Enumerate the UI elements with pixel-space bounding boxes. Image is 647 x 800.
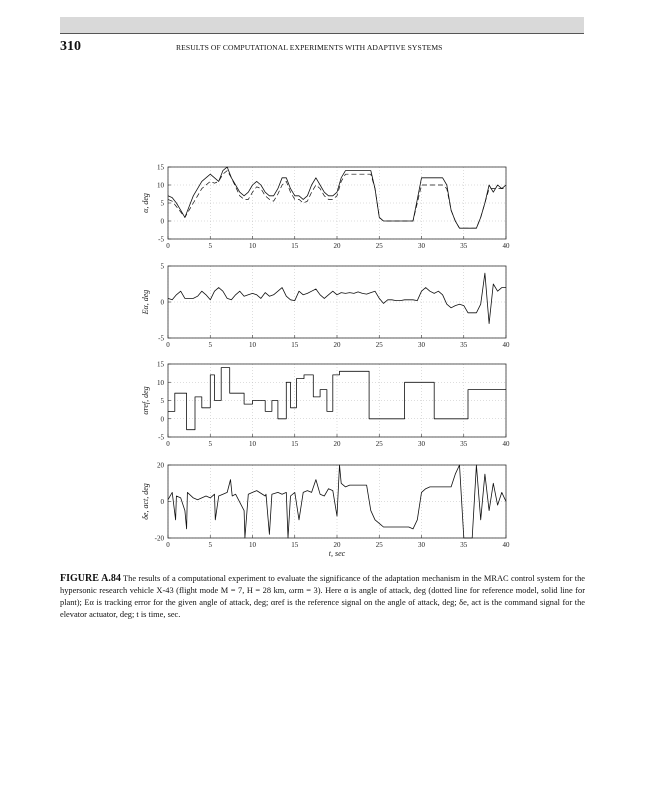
x-tick-label: 5 bbox=[208, 242, 212, 250]
x-tick-label: 0 bbox=[166, 242, 170, 250]
x-tick-label: 40 bbox=[502, 242, 510, 250]
page-number: 310 bbox=[60, 39, 81, 54]
y-axis-label: Eα, deg bbox=[141, 289, 150, 315]
y-tick-label: -20 bbox=[154, 534, 164, 543]
x-tick-label: 15 bbox=[291, 242, 299, 250]
plant-line bbox=[168, 273, 506, 323]
y-tick-label: 10 bbox=[157, 378, 164, 387]
y-tick-label: 15 bbox=[157, 163, 164, 172]
x-tick-label: 5 bbox=[208, 341, 212, 349]
x-tick-label: 0 bbox=[166, 440, 170, 448]
x-tick-label: 20 bbox=[333, 242, 341, 250]
y-tick-label: 0 bbox=[160, 217, 164, 226]
x-tick-label: 30 bbox=[418, 440, 425, 448]
x-axis-label: t, sec bbox=[328, 549, 346, 558]
x-tick-label: 15 bbox=[291, 541, 299, 549]
figure-label: FIGURE A.84 bbox=[60, 573, 121, 584]
x-tick-label: 10 bbox=[249, 541, 256, 549]
x-tick-label: 35 bbox=[460, 440, 468, 448]
running-head: RESULTS OF COMPUTATIONAL EXPERIMENTS WITH ADAPTIVE SYSTEMS bbox=[176, 43, 443, 52]
y-tick-label: 0 bbox=[160, 415, 164, 424]
x-tick-label: 20 bbox=[333, 541, 341, 549]
x-tick-label: 15 bbox=[291, 341, 299, 349]
y-tick-label: 0 bbox=[160, 498, 164, 506]
x-tick-label: 30 bbox=[418, 341, 425, 349]
x-tick-label: 40 bbox=[502, 440, 510, 448]
x-tick-label: 5 bbox=[208, 440, 212, 448]
x-tick-label: 25 bbox=[375, 541, 383, 549]
x-tick-label: 20 bbox=[333, 440, 341, 448]
x-tick-label: 5 bbox=[208, 541, 212, 549]
y-tick-label: 5 bbox=[160, 397, 164, 405]
x-tick-label: 10 bbox=[249, 242, 256, 250]
x-tick-label: 25 bbox=[375, 440, 383, 448]
x-tick-label: 25 bbox=[375, 341, 383, 349]
y-tick-label: 5 bbox=[160, 262, 164, 271]
y-axis-label: α, deg bbox=[141, 193, 150, 213]
y-tick-label: 0 bbox=[160, 298, 164, 307]
x-tick-label: 30 bbox=[418, 541, 425, 549]
y-tick-label: 20 bbox=[157, 461, 164, 470]
x-tick-label: 35 bbox=[460, 341, 468, 349]
y-tick-label: -5 bbox=[158, 433, 164, 442]
y-tick-label: 10 bbox=[157, 181, 164, 190]
y-tick-label: 5 bbox=[160, 199, 164, 208]
y-tick-label: -5 bbox=[158, 235, 164, 244]
y-tick-label: 15 bbox=[157, 360, 164, 369]
x-tick-label: 35 bbox=[460, 242, 468, 250]
caption-text: The results of a computational experiment to evaluate the significance of the adaptation mechanism in the MRAC control system for the hypersonic research vehicle X-43 (flight mode M = 7, H = 28 km, ωrm = 3). Here α is angle of attack, deg (dotted line for reference model, solid line for plant); Eα is tracking error for the given angle of attack, deg; αref is the reference signal on the angle of attack, deg; δe, act is the command signal for the elevator actuator, deg; t is time, sec. bbox=[60, 574, 585, 619]
x-tick-label: 25 bbox=[375, 242, 383, 250]
x-tick-label: 10 bbox=[249, 341, 256, 349]
y-tick-label: -5 bbox=[158, 334, 164, 343]
x-tick-label: 30 bbox=[418, 242, 425, 250]
x-tick-label: 10 bbox=[249, 440, 256, 448]
y-axis-label: αref, deg bbox=[141, 386, 150, 415]
x-tick-label: 0 bbox=[166, 541, 170, 549]
x-tick-label: 20 bbox=[333, 341, 341, 349]
x-tick-label: 40 bbox=[502, 541, 510, 549]
figure-caption bbox=[60, 573, 585, 621]
x-tick-label: 40 bbox=[502, 341, 510, 349]
x-tick-label: 0 bbox=[166, 341, 170, 349]
x-tick-label: 15 bbox=[291, 440, 299, 448]
y-axis-label: δe, act, deg bbox=[141, 483, 150, 520]
x-tick-label: 35 bbox=[460, 541, 468, 549]
